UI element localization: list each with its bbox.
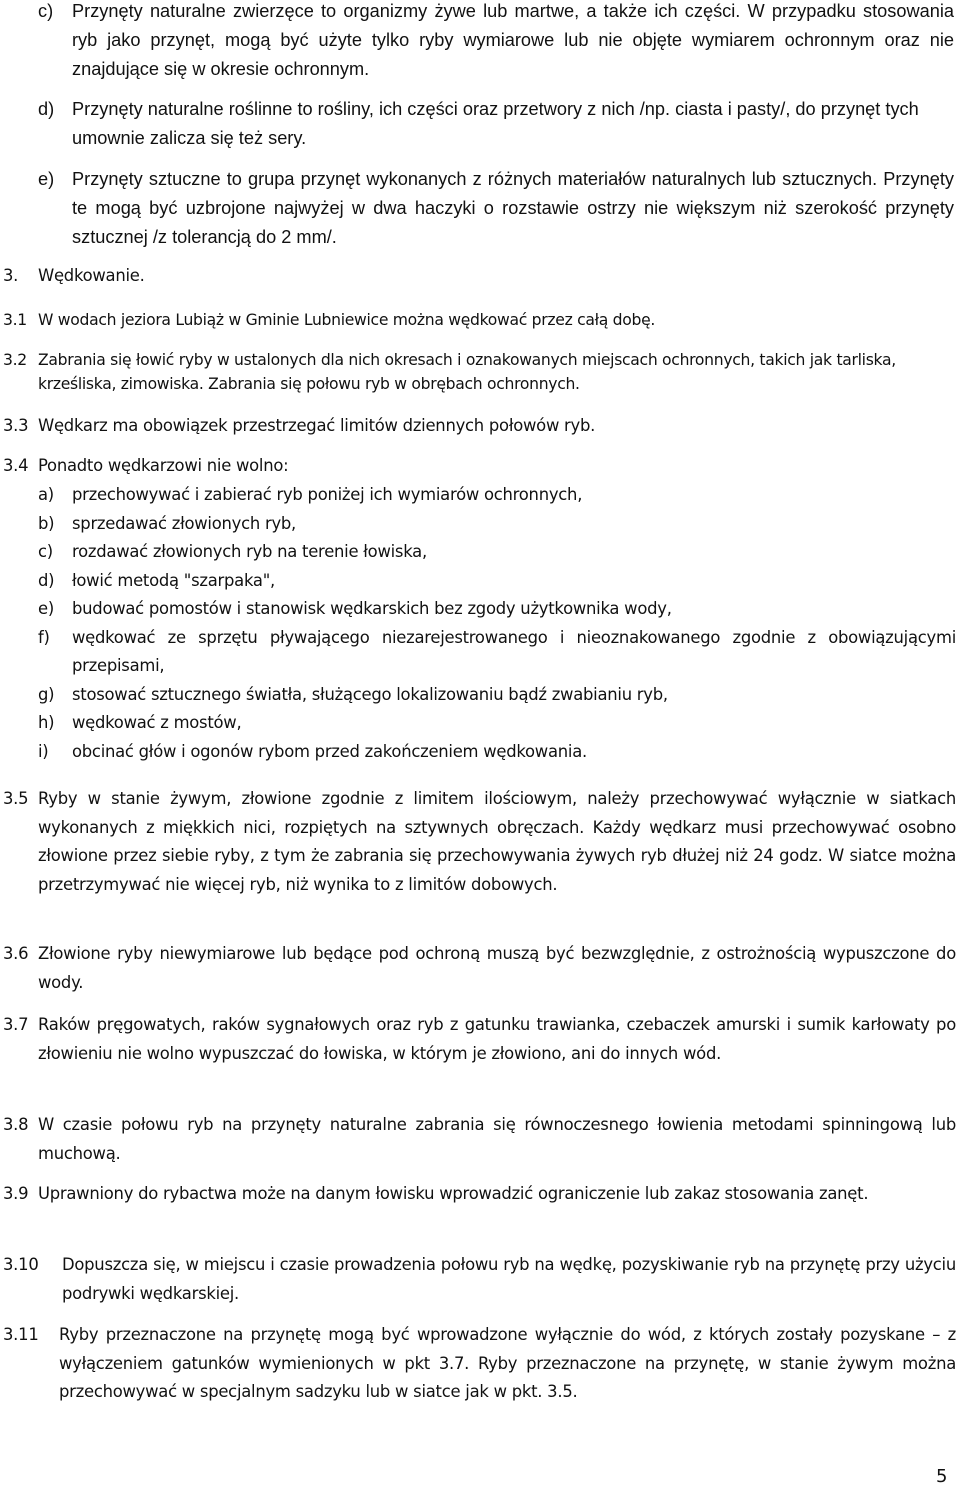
rule-text: Ponadto wędkarzowi nie wolno: xyxy=(38,456,289,475)
list-item-text: sprzedawać złowionych ryb, xyxy=(72,513,297,533)
rule-number: 3.2 xyxy=(3,351,27,369)
rule-text: Dopuszcza się, w miejscu i czasie prowadzenia połowu ryb na wędkę, pozyskiwanie ryb na przynętę przy użyciu podrywki wędkarskiej. xyxy=(62,1255,956,1303)
section-title: Wędkowanie. xyxy=(38,266,145,285)
list-item-text: wędkować ze sprzętu pływającego niezarejestrowanego i nieoznakowanego zgodnie z obowiązującymi przepisami, xyxy=(72,627,956,675)
list-item xyxy=(0,538,960,567)
rule-text: Wędkarz ma obowiązek przestrzegać limitów dziennych połowów ryb. xyxy=(38,416,596,435)
rule-number: 3.7 xyxy=(3,1015,29,1034)
rule-3-6 xyxy=(0,940,960,997)
list-item-label: e) xyxy=(38,599,54,618)
list-item xyxy=(0,510,960,539)
item-label: e) xyxy=(38,169,55,189)
rule-text: W wodach jeziora Lubiąż w Gminie Lubniewice można wędkować przez całą dobę. xyxy=(38,311,656,329)
list-item-label: d) xyxy=(38,570,55,590)
rule-number: 3.5 xyxy=(3,789,29,808)
bait-item-e xyxy=(0,165,960,252)
rule-number: 3.8 xyxy=(3,1115,29,1134)
rule-text: Zabrania się łowić ryby w ustalonych dla nich okresach i oznakowanych miejscach ochronnych, takich jak tarliska, krześliska, zimowiska. Zabrania się połowu ryb w obrębach ochronnych. xyxy=(38,351,896,393)
prohibitions-list xyxy=(0,481,960,766)
rule-3-5 xyxy=(0,785,960,899)
rule-3-7 xyxy=(0,1011,960,1068)
rule-number: 3.1 xyxy=(3,311,27,329)
rule-3-8 xyxy=(0,1111,960,1168)
list-item-text: budować pomostów i stanowisk wędkarskich bez zgody użytkownika wody, xyxy=(72,599,672,618)
list-item-label: f) xyxy=(38,627,50,647)
page-number: 5 xyxy=(936,1466,948,1487)
rule-text: Uprawniony do rybactwa może na danym łowisku wprowadzić ograniczenie lub zakaz stosowania zanęt. xyxy=(38,1184,869,1203)
list-item xyxy=(0,567,960,596)
rule-number: 3.6 xyxy=(3,944,29,963)
bait-item-c xyxy=(0,0,960,84)
list-item-label: b) xyxy=(38,513,55,533)
list-item-text: łowić metodą "szarpaka", xyxy=(72,570,275,590)
list-item-text: wędkować z mostów, xyxy=(72,713,242,732)
list-item-label: c) xyxy=(38,542,53,561)
item-text: Przynęty naturalne zwierzęce to organizmy żywe lub martwe, a także ich części. W przypadku stosowania ryb jako przynęt, mogą być użyte tylko ryby wymiarowe lub nie objęte wymiarem ochronnym oraz nie znajdujące się w okresie ochronnym. xyxy=(72,1,954,79)
rule-number: 3.3 xyxy=(3,416,29,435)
rule-3-1 xyxy=(0,308,960,332)
rule-number: 3.4 xyxy=(3,456,29,475)
list-item-text: przechowywać i zabierać ryb poniżej ich wymiarów ochronnych, xyxy=(72,485,583,504)
rule-number: 3.9 xyxy=(3,1184,29,1203)
list-item-text: stosować sztucznego światła, służącego lokalizowaniu bądź zwabianiu ryb, xyxy=(72,684,668,704)
item-label: c) xyxy=(38,1,54,21)
rule-number: 3.11 xyxy=(3,1325,39,1344)
bait-item-d xyxy=(0,95,960,153)
list-item xyxy=(0,738,960,767)
list-item-text: rozdawać złowionych ryb na terenie łowiska, xyxy=(72,542,427,561)
rule-text: W czasie połowu ryb na przynęty naturalne zabrania się równoczesnego łowienia metodami spinningową lub muchową. xyxy=(38,1115,956,1163)
list-item xyxy=(0,709,960,738)
item-label: d) xyxy=(38,99,55,119)
rule-3-10 xyxy=(0,1251,960,1308)
rule-3-3 xyxy=(0,412,960,441)
rule-3-11 xyxy=(0,1321,960,1407)
rule-text: Ryby przeznaczone na przynętę mogą być wprowadzone wyłącznie do wód, z których zostały pozyskane – z wyłączeniem gatunków wymienionych w pkt 3.7. Ryby przeznaczone na przynętę, w stanie żywym można przechowywać w specjalnym sadzyku lub w siatce jak w pkt. 3.5. xyxy=(59,1325,956,1401)
rule-3-4 xyxy=(0,452,960,481)
list-item xyxy=(0,681,960,710)
item-text: Przynęty sztuczne to grupa przynęt wykonanych z różnych materiałów naturalnych lub sztucznych. Przynęty te mogą być uzbrojone najwyżej w dwa haczyki o rozstawie ostrzy nie większym niż szerokość przynęty sztucznej /z tolerancją do 2 mm/. xyxy=(72,169,954,247)
section-heading xyxy=(0,262,960,291)
list-item-label: a) xyxy=(38,485,54,504)
section-number: 3. xyxy=(3,266,19,285)
list-item xyxy=(0,481,960,510)
list-item xyxy=(0,595,960,624)
item-text: Przynęty naturalne roślinne to rośliny, ich części oraz przetwory z nich /np. ciasta i pasty/, do przynęt tych umownie zalicza się też sery. xyxy=(72,99,919,148)
rule-number: 3.10 xyxy=(3,1255,39,1274)
list-item-label: g) xyxy=(38,684,55,704)
list-item xyxy=(0,624,960,681)
rule-text: Raków pręgowatych, raków sygnałowych oraz ryb z gatunku trawianka, czebaczek amurski i sumik karłowaty po złowieniu nie wolno wypuszczać do łowiska, w którym je złowiono, ani do innych wód. xyxy=(38,1015,956,1063)
rule-text: Złowione ryby niewymiarowe lub będące pod ochroną muszą być bezwzględnie, z ostrożnością wypuszczone do wody. xyxy=(38,944,956,992)
rule-3-9 xyxy=(0,1180,960,1209)
list-item-text: obcinać głów i ogonów rybom przed zakończeniem wędkowania. xyxy=(72,741,587,761)
list-item-label: h) xyxy=(38,713,55,732)
rule-3-2 xyxy=(0,348,960,396)
rule-text: Ryby w stanie żywym, złowione zgodnie z limitem ilościowym, należy przechowywać wyłącznie w siatkach wykonanych z miękkich nici, rozpiętych na sztywnych obręczach. Każdy wędkarz musi przechowywać osobno złowione przez siebie ryby, z tym że zabrania się przechowywania żywych ryb dłużej niż 24 godz. W siatce można przetrzymywać nie więcej ryb, niż wynika to z limitów dobowych. xyxy=(38,789,956,894)
list-item-label: i) xyxy=(38,741,49,761)
